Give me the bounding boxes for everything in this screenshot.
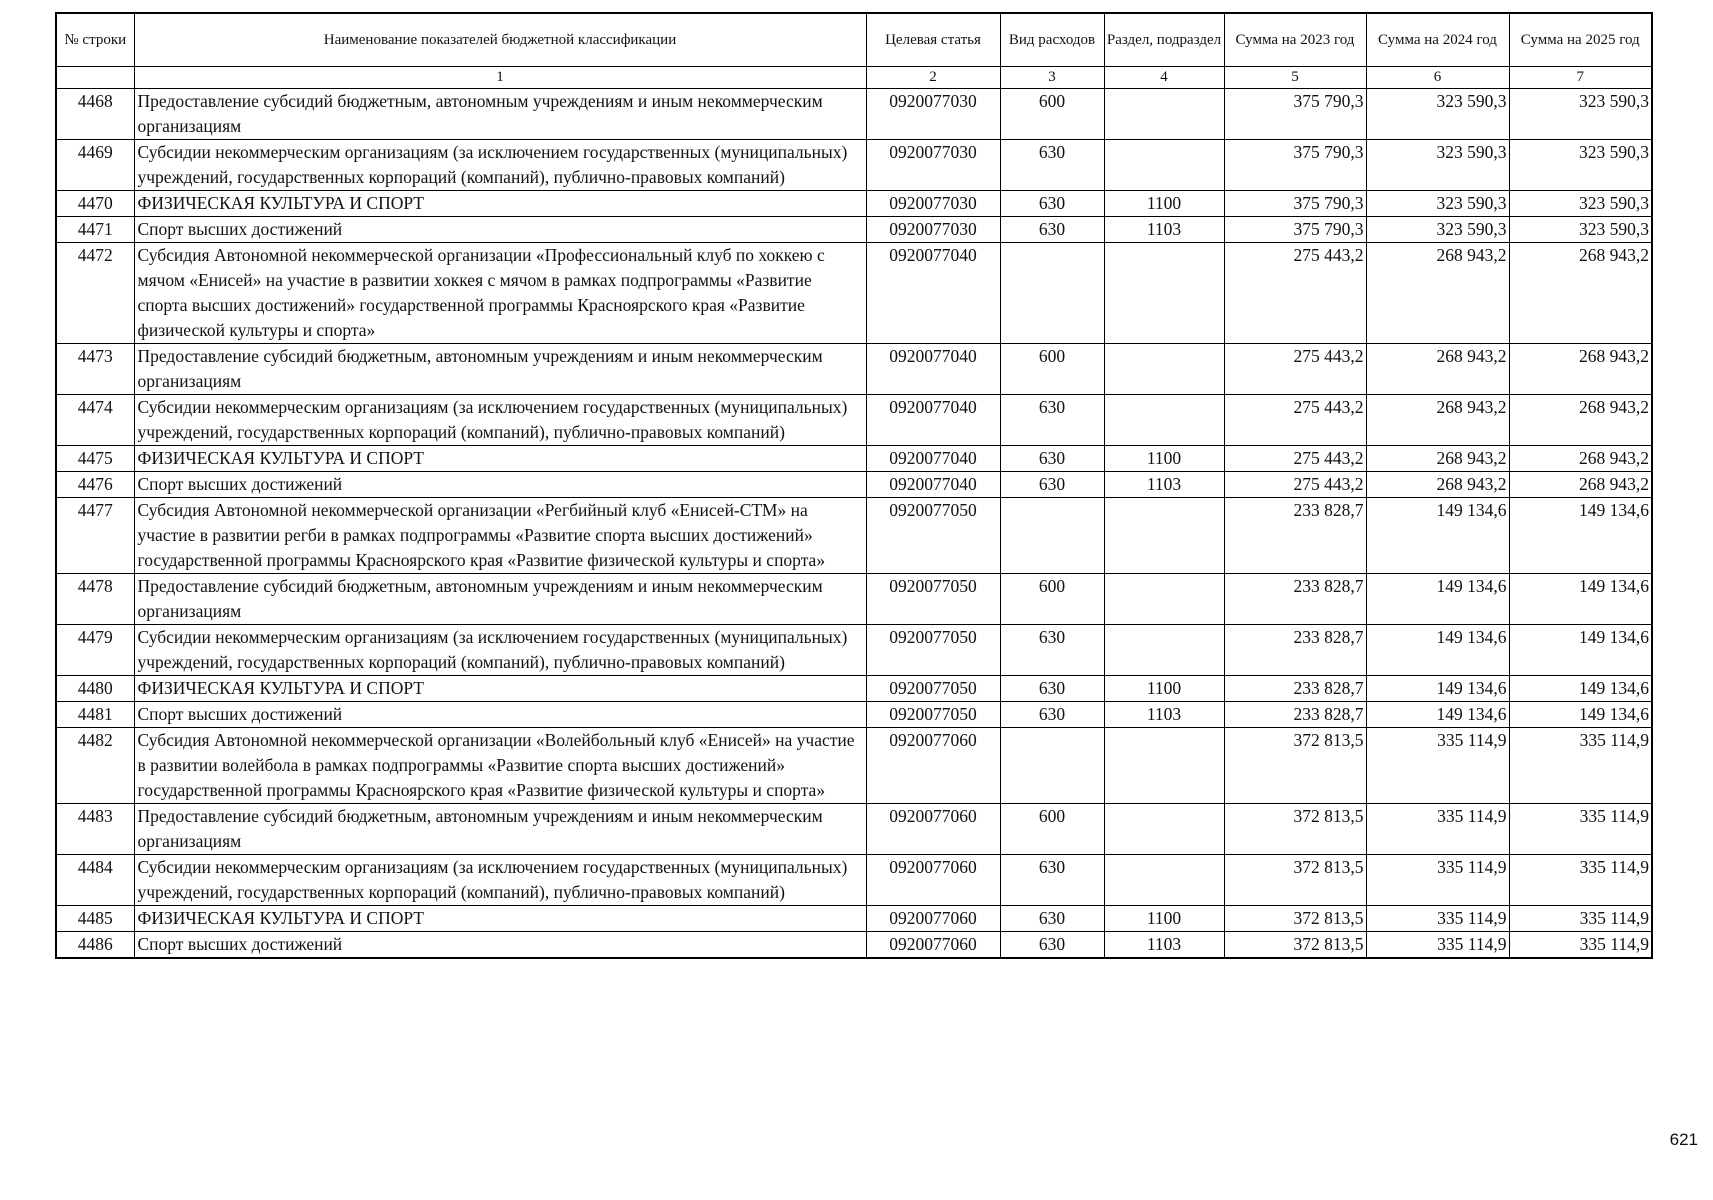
header-name: Наименование показателей бюджетной классификации [134, 13, 866, 67]
row-number-cell: 4471 [56, 217, 134, 243]
table-row [56, 446, 1652, 472]
header-row [56, 13, 1652, 67]
section-cell [1104, 804, 1224, 855]
header-target-article: Целевая статья [866, 13, 1000, 67]
sum-2023-cell: 372 813,5 [1224, 932, 1366, 959]
expense-type-cell: 630 [1000, 217, 1104, 243]
expense-type-cell: 630 [1000, 191, 1104, 217]
target-article-cell: 0920077030 [866, 191, 1000, 217]
row-number-cell: 4477 [56, 498, 134, 574]
table-row [56, 344, 1652, 395]
sum-2024-cell: 335 114,9 [1366, 932, 1509, 959]
section-cell [1104, 89, 1224, 140]
expense-type-cell [1000, 728, 1104, 804]
name-cell: ФИЗИЧЕСКАЯ КУЛЬТУРА И СПОРТ [134, 191, 866, 217]
target-article-cell: 0920077060 [866, 728, 1000, 804]
column-number: 7 [1509, 67, 1652, 89]
expense-type-cell: 630 [1000, 855, 1104, 906]
sum-2024-cell: 149 134,6 [1366, 625, 1509, 676]
sum-2025-cell: 149 134,6 [1509, 702, 1652, 728]
sum-2024-cell: 323 590,3 [1366, 140, 1509, 191]
expense-type-cell: 630 [1000, 140, 1104, 191]
sum-2024-cell: 149 134,6 [1366, 702, 1509, 728]
sum-2024-cell: 268 943,2 [1366, 472, 1509, 498]
target-article-cell: 0920077060 [866, 932, 1000, 959]
table-row [56, 574, 1652, 625]
name-cell: Субсидия Автономной некоммерческой организации «Профессиональный клуб по хоккею с мячом «Енисей» на участие в развитии хоккея с мячом в рамках подпрограммы «Развитие спорта высших достижений» государственной программы Красноярского края «Развитие физической культуры и спорта» [134, 243, 866, 344]
sum-2024-cell: 335 114,9 [1366, 906, 1509, 932]
expense-type-cell: 630 [1000, 472, 1104, 498]
name-cell: Предоставление субсидий бюджетным, автономным учреждениям и иным некоммерческим организациям [134, 344, 866, 395]
section-cell [1104, 140, 1224, 191]
sum-2023-cell: 372 813,5 [1224, 728, 1366, 804]
target-article-cell: 0920077050 [866, 676, 1000, 702]
table-header [56, 13, 1652, 89]
section-cell: 1100 [1104, 676, 1224, 702]
sum-2024-cell: 323 590,3 [1366, 191, 1509, 217]
sum-2024-cell: 149 134,6 [1366, 574, 1509, 625]
table-row [56, 855, 1652, 906]
column-number: 4 [1104, 67, 1224, 89]
row-number-cell: 4472 [56, 243, 134, 344]
sum-2023-cell: 375 790,3 [1224, 89, 1366, 140]
row-number-cell: 4481 [56, 702, 134, 728]
page-number: 621 [1669, 1130, 1698, 1149]
table-row [56, 702, 1652, 728]
sum-2023-cell: 275 443,2 [1224, 446, 1366, 472]
sum-2025-cell: 268 943,2 [1509, 472, 1652, 498]
section-cell: 1103 [1104, 702, 1224, 728]
sum-2023-cell: 275 443,2 [1224, 395, 1366, 446]
target-article-cell: 0920077030 [866, 89, 1000, 140]
sum-2025-cell: 335 114,9 [1509, 932, 1652, 959]
table-row [56, 676, 1652, 702]
target-article-cell: 0920077050 [866, 498, 1000, 574]
sum-2023-cell: 233 828,7 [1224, 625, 1366, 676]
expense-type-cell: 630 [1000, 702, 1104, 728]
header-sum-2024: Сумма на 2024 год [1366, 13, 1509, 67]
row-number-cell: 4478 [56, 574, 134, 625]
name-cell: Предоставление субсидий бюджетным, автономным учреждениям и иным некоммерческим организациям [134, 89, 866, 140]
target-article-cell: 0920077050 [866, 574, 1000, 625]
name-cell: Спорт высших достижений [134, 702, 866, 728]
section-cell [1104, 395, 1224, 446]
name-cell: Субсидии некоммерческим организациям (за исключением государственных (муниципальных) учреждений, государственных корпораций (компаний), публично-правовых компаний) [134, 625, 866, 676]
name-cell: Субсидии некоммерческим организациям (за исключением государственных (муниципальных) учреждений, государственных корпораций (компаний), публично-правовых компаний) [134, 855, 866, 906]
sum-2023-cell: 233 828,7 [1224, 498, 1366, 574]
target-article-cell: 0920077040 [866, 344, 1000, 395]
sum-2025-cell: 323 590,3 [1509, 191, 1652, 217]
sum-2025-cell: 268 943,2 [1509, 446, 1652, 472]
sum-2025-cell: 268 943,2 [1509, 243, 1652, 344]
table-row [56, 395, 1652, 446]
name-cell: Субсидия Автономной некоммерческой организации «Волейбольный клуб «Енисей» на участие в развитии волейбола в рамках подпрограммы «Развитие спорта высших достижений» государственной программы Красноярского края «Развитие физической культуры и спорта» [134, 728, 866, 804]
name-cell: ФИЗИЧЕСКАЯ КУЛЬТУРА И СПОРТ [134, 906, 866, 932]
column-number: 5 [1224, 67, 1366, 89]
sum-2023-cell: 375 790,3 [1224, 191, 1366, 217]
row-number-cell: 4473 [56, 344, 134, 395]
name-cell: ФИЗИЧЕСКАЯ КУЛЬТУРА И СПОРТ [134, 676, 866, 702]
row-number-cell: 4475 [56, 446, 134, 472]
section-cell: 1100 [1104, 191, 1224, 217]
sum-2024-cell: 268 943,2 [1366, 395, 1509, 446]
expense-type-cell: 630 [1000, 625, 1104, 676]
row-number-cell: 4476 [56, 472, 134, 498]
table-row [56, 217, 1652, 243]
section-cell [1104, 344, 1224, 395]
section-cell [1104, 728, 1224, 804]
budget-table [55, 12, 1653, 959]
table-row [56, 140, 1652, 191]
column-number: 2 [866, 67, 1000, 89]
sum-2023-cell: 275 443,2 [1224, 243, 1366, 344]
sum-2024-cell: 149 134,6 [1366, 676, 1509, 702]
name-cell: Предоставление субсидий бюджетным, автономным учреждениям и иным некоммерческим организациям [134, 804, 866, 855]
sum-2024-cell: 335 114,9 [1366, 855, 1509, 906]
section-cell [1104, 574, 1224, 625]
row-number-cell: 4484 [56, 855, 134, 906]
name-cell: Субсидии некоммерческим организациям (за исключением государственных (муниципальных) учреждений, государственных корпораций (компаний), публично-правовых компаний) [134, 395, 866, 446]
sum-2023-cell: 275 443,2 [1224, 472, 1366, 498]
table-row [56, 625, 1652, 676]
target-article-cell: 0920077040 [866, 243, 1000, 344]
section-cell [1104, 855, 1224, 906]
target-article-cell: 0920077040 [866, 446, 1000, 472]
sum-2024-cell: 323 590,3 [1366, 217, 1509, 243]
sum-2024-cell: 323 590,3 [1366, 89, 1509, 140]
sum-2023-cell: 372 813,5 [1224, 906, 1366, 932]
section-cell: 1103 [1104, 217, 1224, 243]
row-number-cell: 4469 [56, 140, 134, 191]
table-row [56, 89, 1652, 140]
row-number-cell: 4474 [56, 395, 134, 446]
sum-2024-cell: 335 114,9 [1366, 804, 1509, 855]
section-cell [1104, 243, 1224, 344]
name-cell: Спорт высших достижений [134, 932, 866, 959]
table-row [56, 498, 1652, 574]
column-number: 1 [134, 67, 866, 89]
header-sum-2025: Сумма на 2025 год [1509, 13, 1652, 67]
table-row [56, 728, 1652, 804]
expense-type-cell: 600 [1000, 344, 1104, 395]
sum-2024-cell: 335 114,9 [1366, 728, 1509, 804]
expense-type-cell [1000, 243, 1104, 344]
sum-2023-cell: 372 813,5 [1224, 855, 1366, 906]
sum-2025-cell: 323 590,3 [1509, 89, 1652, 140]
target-article-cell: 0920077050 [866, 625, 1000, 676]
target-article-cell: 0920077030 [866, 140, 1000, 191]
row-number-cell: 4482 [56, 728, 134, 804]
expense-type-cell: 630 [1000, 906, 1104, 932]
expense-type-cell: 630 [1000, 446, 1104, 472]
sum-2023-cell: 372 813,5 [1224, 804, 1366, 855]
name-cell: Субсидии некоммерческим организациям (за исключением государственных (муниципальных) учреждений, государственных корпораций (компаний), публично-правовых компаний) [134, 140, 866, 191]
row-number-cell: 4480 [56, 676, 134, 702]
header-expense-type: Вид расходов [1000, 13, 1104, 67]
sum-2023-cell: 375 790,3 [1224, 140, 1366, 191]
header-section: Раздел, подраздел [1104, 13, 1224, 67]
row-number-cell: 4468 [56, 89, 134, 140]
expense-type-cell: 600 [1000, 89, 1104, 140]
table-row [56, 804, 1652, 855]
section-cell: 1103 [1104, 472, 1224, 498]
table-row [56, 932, 1652, 959]
expense-type-cell: 600 [1000, 804, 1104, 855]
row-number-cell: 4483 [56, 804, 134, 855]
sum-2023-cell: 233 828,7 [1224, 676, 1366, 702]
expense-type-cell: 630 [1000, 676, 1104, 702]
target-article-cell: 0920077030 [866, 217, 1000, 243]
section-cell [1104, 498, 1224, 574]
table-body [56, 89, 1652, 959]
sum-2025-cell: 335 114,9 [1509, 804, 1652, 855]
row-number-cell: 4470 [56, 191, 134, 217]
row-number-cell: 4479 [56, 625, 134, 676]
sum-2024-cell: 268 943,2 [1366, 243, 1509, 344]
target-article-cell: 0920077060 [866, 855, 1000, 906]
section-cell [1104, 625, 1224, 676]
table-row [56, 191, 1652, 217]
column-number: 6 [1366, 67, 1509, 89]
name-cell: Спорт высших достижений [134, 217, 866, 243]
sum-2024-cell: 268 943,2 [1366, 446, 1509, 472]
section-cell: 1100 [1104, 446, 1224, 472]
sum-2025-cell: 149 134,6 [1509, 625, 1652, 676]
sum-2025-cell: 335 114,9 [1509, 906, 1652, 932]
section-cell: 1103 [1104, 932, 1224, 959]
expense-type-cell [1000, 498, 1104, 574]
target-article-cell: 0920077040 [866, 472, 1000, 498]
sum-2023-cell: 275 443,2 [1224, 344, 1366, 395]
section-cell: 1100 [1104, 906, 1224, 932]
column-number-row [56, 67, 1652, 89]
name-cell: Субсидия Автономной некоммерческой организации «Регбийный клуб «Енисей-СТМ» на участие в развитии регби в рамках подпрограммы «Развитие спорта высших достижений» государственной программы Красноярского края «Развитие физической культуры и спорта» [134, 498, 866, 574]
sum-2025-cell: 149 134,6 [1509, 676, 1652, 702]
sum-2025-cell: 335 114,9 [1509, 728, 1652, 804]
sum-2025-cell: 149 134,6 [1509, 498, 1652, 574]
row-number-cell: 4485 [56, 906, 134, 932]
row-number-cell: 4486 [56, 932, 134, 959]
table-row [56, 906, 1652, 932]
name-cell: ФИЗИЧЕСКАЯ КУЛЬТУРА И СПОРТ [134, 446, 866, 472]
sum-2023-cell: 233 828,7 [1224, 574, 1366, 625]
expense-type-cell: 600 [1000, 574, 1104, 625]
target-article-cell: 0920077060 [866, 804, 1000, 855]
sum-2023-cell: 233 828,7 [1224, 702, 1366, 728]
target-article-cell: 0920077040 [866, 395, 1000, 446]
sum-2025-cell: 323 590,3 [1509, 140, 1652, 191]
sum-2025-cell: 268 943,2 [1509, 344, 1652, 395]
table-row [56, 472, 1652, 498]
name-cell: Предоставление субсидий бюджетным, автономным учреждениям и иным некоммерческим организациям [134, 574, 866, 625]
expense-type-cell: 630 [1000, 395, 1104, 446]
sum-2024-cell: 268 943,2 [1366, 344, 1509, 395]
expense-type-cell: 630 [1000, 932, 1104, 959]
column-number: 3 [1000, 67, 1104, 89]
table-row [56, 243, 1652, 344]
sum-2024-cell: 149 134,6 [1366, 498, 1509, 574]
column-number [56, 67, 134, 89]
sum-2025-cell: 268 943,2 [1509, 395, 1652, 446]
target-article-cell: 0920077060 [866, 906, 1000, 932]
target-article-cell: 0920077050 [866, 702, 1000, 728]
sum-2025-cell: 335 114,9 [1509, 855, 1652, 906]
name-cell: Спорт высших достижений [134, 472, 866, 498]
header-sum-2023: Сумма на 2023 год [1224, 13, 1366, 67]
header-row-number: № строки [56, 13, 134, 67]
sum-2023-cell: 375 790,3 [1224, 217, 1366, 243]
sum-2025-cell: 149 134,6 [1509, 574, 1652, 625]
sum-2025-cell: 323 590,3 [1509, 217, 1652, 243]
